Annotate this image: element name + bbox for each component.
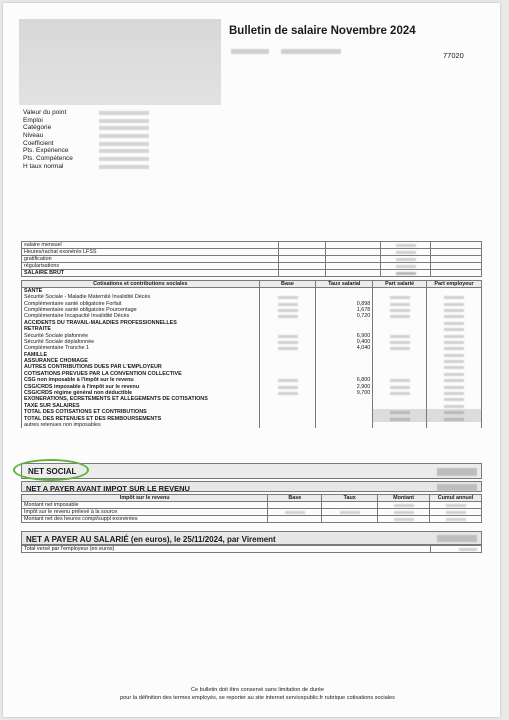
employee-identifiers <box>231 41 341 59</box>
impot-header-label: Impôt sur le revenu <box>22 495 268 502</box>
contrib-rate: 2,900 <box>316 383 373 389</box>
salary-cell <box>326 242 381 249</box>
impot-label: Montant net des heures compl/suppl exonérées <box>22 516 268 523</box>
footer-line-1: Ce bulletin doit être conservé sans limitation de durée <box>190 687 325 693</box>
impot-label: Impôt sur le revenu prélevé à la source <box>22 509 268 516</box>
salary-cell <box>326 249 381 256</box>
redacted-value <box>396 265 416 268</box>
payslip-sheet <box>3 3 500 717</box>
contrib-row <box>22 422 482 428</box>
impot-header-cumul: Cumul annuel <box>430 495 482 502</box>
impot-label: Montant net imposable <box>22 502 268 509</box>
redacted-value <box>340 511 360 514</box>
contrib-label: COTISATIONS PREVUES PAR LA CONVENTION COLLECTIVE <box>22 371 260 377</box>
contrib-label: RETRAITE <box>22 326 260 332</box>
redacted-value <box>396 244 416 247</box>
contributions-table <box>21 280 482 428</box>
info-value <box>99 126 149 130</box>
contrib-label: CSG non imposable à l'impôt sur le revenu <box>22 377 260 383</box>
redacted-value <box>278 315 298 318</box>
redacted-value <box>278 335 298 338</box>
net-social-row <box>21 463 482 479</box>
info-value <box>99 157 149 161</box>
salary-cell <box>279 256 326 263</box>
redacted-value <box>396 272 416 275</box>
impot-cell <box>430 516 482 523</box>
reference-number: 77020 <box>443 51 464 60</box>
redacted-value <box>394 511 414 514</box>
redacted-value <box>444 418 464 421</box>
salary-cell <box>279 263 326 270</box>
salary-row <box>22 270 482 277</box>
redacted-value <box>278 341 298 344</box>
salary-label: Heures/rachat exonérés LFSS <box>22 249 279 256</box>
salary-cell <box>381 270 431 277</box>
info-row <box>23 147 149 155</box>
redacted-value <box>390 392 410 395</box>
redacted-value <box>444 347 464 350</box>
contrib-header-label: Cotisations et contributions sociales <box>22 281 260 288</box>
contrib-rate: 1,678 <box>316 307 373 313</box>
info-row <box>23 132 149 140</box>
net-avant-impot-row <box>21 481 482 492</box>
redacted-value <box>390 335 410 338</box>
salary-cell <box>326 270 381 277</box>
redacted-value <box>390 309 410 312</box>
salary-label: SALAIRE BRUT <box>22 270 279 277</box>
impot-cell <box>430 509 482 516</box>
contrib-label: FAMILLE <box>22 352 260 358</box>
contrib-label: Complémentaire Incapacité Invalidité Décès <box>22 313 260 319</box>
contrib-label: CSG/CRDS régime général non déductible <box>22 390 260 396</box>
salary-cell <box>431 256 482 263</box>
salary-cell <box>381 242 431 249</box>
info-label: Pts. Expérience <box>23 147 69 155</box>
salary-cell <box>381 263 431 270</box>
redacted-value <box>390 347 410 350</box>
impot-cell <box>322 502 378 509</box>
redacted-value <box>446 511 466 514</box>
salary-row <box>22 256 482 263</box>
impot-cell <box>268 502 322 509</box>
contrib-label: autres retenues non imposables <box>22 422 260 428</box>
footer-line-2: pour la définition des termes employés, se reporter au site internet servicepublic.fr rubrique cotisations sociales <box>120 695 395 701</box>
redacted-value <box>444 296 464 299</box>
contrib-header-taux: Taux salarial <box>316 281 373 288</box>
redacted-value <box>444 354 464 357</box>
contrib-label: Complémentaire santé obligatoire Pourcentage <box>22 307 260 313</box>
net-avant-impot-label: NET A PAYER AVANT IMPOT SUR LE REVENU <box>26 483 190 493</box>
contrib-label: ASSURANCE CHÔMAGE <box>22 358 260 364</box>
contrib-header-base: Base <box>259 281 316 288</box>
contrib-label: ACCIDENTS DU TRAVAIL-MALADIES PROFESSIONNELLES <box>22 320 260 326</box>
redacted-value <box>278 309 298 312</box>
contrib-label: SANTE <box>22 288 260 295</box>
salary-cell <box>326 256 381 263</box>
employer-address-block <box>19 19 221 105</box>
redacted-value <box>444 373 464 376</box>
redacted-value <box>446 504 466 507</box>
redacted-value <box>444 360 464 363</box>
redacted-value <box>390 341 410 344</box>
info-value <box>99 111 149 115</box>
impot-row <box>22 502 482 509</box>
contrib-label: Sécurité Sociale déplafonnée <box>22 339 260 345</box>
impot-cell <box>268 509 322 516</box>
impot-cell <box>378 509 430 516</box>
contrib-rate: 6,800 <box>316 377 373 383</box>
contrib-label: Sécurité Sociale plafonnée <box>22 332 260 338</box>
contrib-base <box>259 422 316 428</box>
redacted-value <box>444 366 464 369</box>
contrib-label: Complémentaire Tranche 1 <box>22 345 260 351</box>
info-row <box>23 140 149 148</box>
total-employeur-value <box>431 546 482 553</box>
contrib-label: Sécurité Sociale - Maladie Maternité Invalidité Décès <box>22 294 260 300</box>
contrib-label: AUTRES CONTRIBUTIONS DUES PAR L'EMPLOYEUR <box>22 364 260 370</box>
salary-cell <box>279 242 326 249</box>
salary-cell <box>431 242 482 249</box>
info-row <box>23 155 149 163</box>
payslip-title: Bulletin de salaire Novembre 2024 <box>229 25 416 37</box>
redacted-value <box>444 392 464 395</box>
redacted-value <box>444 309 464 312</box>
redacted-value <box>390 296 410 299</box>
redacted-value <box>394 504 414 507</box>
redacted-value <box>444 328 464 331</box>
impot-table <box>21 494 482 523</box>
impot-header-base: Base <box>268 495 322 502</box>
impot-header-taux: Taux <box>322 495 378 502</box>
info-value <box>99 134 149 138</box>
contrib-label: EXONERATIONS, ECRETEMENTS ET ALLEGEMENTS DE COTISATIONS <box>22 396 260 402</box>
net-paye-value <box>437 535 477 542</box>
contrib-rate: 4,040 <box>316 345 373 351</box>
net-social-value <box>437 468 477 476</box>
redacted-value <box>278 386 298 389</box>
salary-row <box>22 249 482 256</box>
redacted-value <box>396 258 416 261</box>
contrib-part-employeur <box>427 422 482 428</box>
info-row <box>23 124 149 132</box>
contrib-label: TOTAL DES COTISATIONS ET CONTRIBUTIONS <box>22 409 260 415</box>
redacted-value <box>390 418 410 421</box>
salary-row <box>22 242 482 249</box>
redacted-value <box>278 347 298 350</box>
contrib-header-part-employeur: Part employeur <box>427 281 482 288</box>
salary-cell <box>431 263 482 270</box>
info-value <box>99 165 149 169</box>
redacted-value <box>390 315 410 318</box>
salary-cell <box>381 249 431 256</box>
impot-cell <box>268 516 322 523</box>
impot-header-montant: Montant <box>378 495 430 502</box>
total-employeur-table <box>21 545 482 553</box>
contrib-label: TOTAL DES RETENUES ET DES REMBOURSEMENTS <box>22 415 260 421</box>
redacted-value <box>444 386 464 389</box>
redacted-value <box>446 518 466 521</box>
redacted-value <box>444 411 464 414</box>
contrib-header-part-salarie: Part salarié <box>373 281 427 288</box>
impot-row <box>22 509 482 516</box>
redacted-value <box>278 296 298 299</box>
info-label: Pts. Compétence <box>23 155 73 163</box>
contrib-label: CSG/CRDS imposable à l'impôt sur le revenu <box>22 383 260 389</box>
contrib-rate: 0,400 <box>316 339 373 345</box>
impot-cell <box>378 516 430 523</box>
salary-cell <box>326 263 381 270</box>
redacted-value <box>396 251 416 254</box>
impot-cell <box>322 516 378 523</box>
impot-cell <box>322 509 378 516</box>
info-value <box>99 142 149 146</box>
contrib-rate: 6,900 <box>316 332 373 338</box>
salary-table <box>21 241 482 277</box>
info-label: Niveau <box>23 132 44 140</box>
redacted-value <box>278 392 298 395</box>
info-label: Catégorie <box>23 124 52 132</box>
info-value <box>99 119 149 123</box>
salary-cell <box>279 270 326 277</box>
contrib-rate: 0,720 <box>316 313 373 319</box>
net-paye-label: NET A PAYER AU SALARIÉ (en euros), le 25/11/2024, par Virement <box>26 534 276 544</box>
redacted-value <box>444 303 464 306</box>
info-row <box>23 109 149 117</box>
redacted-value <box>390 379 410 382</box>
redacted-value <box>444 315 464 318</box>
redacted-value <box>444 398 464 401</box>
redacted-value <box>394 518 414 521</box>
impot-row <box>22 516 482 523</box>
total-employeur-label: Total versé par l'employeur (en euros) <box>22 546 431 553</box>
redacted-value <box>390 303 410 306</box>
salary-label: gratification <box>22 256 279 263</box>
info-label: Emploi <box>23 116 43 124</box>
contrib-rate <box>316 422 373 428</box>
salary-label: régularisations <box>22 263 279 270</box>
info-row <box>23 163 149 171</box>
contrib-label: Complémentaire santé obligatoire Forfait <box>22 300 260 306</box>
redacted-value <box>444 335 464 338</box>
salary-cell <box>431 270 482 277</box>
redacted-value <box>278 303 298 306</box>
employee-info <box>23 109 149 171</box>
redacted-value <box>444 405 464 408</box>
contrib-rate: 0,898 <box>316 300 373 306</box>
redacted-value <box>285 511 305 514</box>
salary-label: salaire mensuel <box>22 242 279 249</box>
info-value <box>99 149 149 153</box>
contrib-part-salarie <box>373 422 427 428</box>
impot-cell <box>378 502 430 509</box>
net-paye-row <box>21 531 482 545</box>
redacted-value <box>444 341 464 344</box>
salary-cell <box>381 256 431 263</box>
redacted-value <box>444 379 464 382</box>
salary-cell <box>279 249 326 256</box>
contrib-label: TAXE SUR SALAIRES <box>22 403 260 409</box>
redacted-value <box>278 379 298 382</box>
redacted-value <box>390 411 410 414</box>
salary-cell <box>431 249 482 256</box>
net-avant-impot-value <box>437 484 477 491</box>
info-label: Coefficient <box>23 139 54 147</box>
info-label: Valeur du point <box>23 109 67 116</box>
info-row <box>23 117 149 125</box>
salary-row <box>22 263 482 270</box>
info-label: H taux normal <box>23 162 64 170</box>
impot-cell <box>430 502 482 509</box>
net-social-label: NET SOCIAL <box>28 467 77 476</box>
highlight-circle <box>13 459 89 481</box>
redacted-value <box>390 386 410 389</box>
contrib-rate: 9,700 <box>316 390 373 396</box>
redacted-value <box>444 322 464 325</box>
